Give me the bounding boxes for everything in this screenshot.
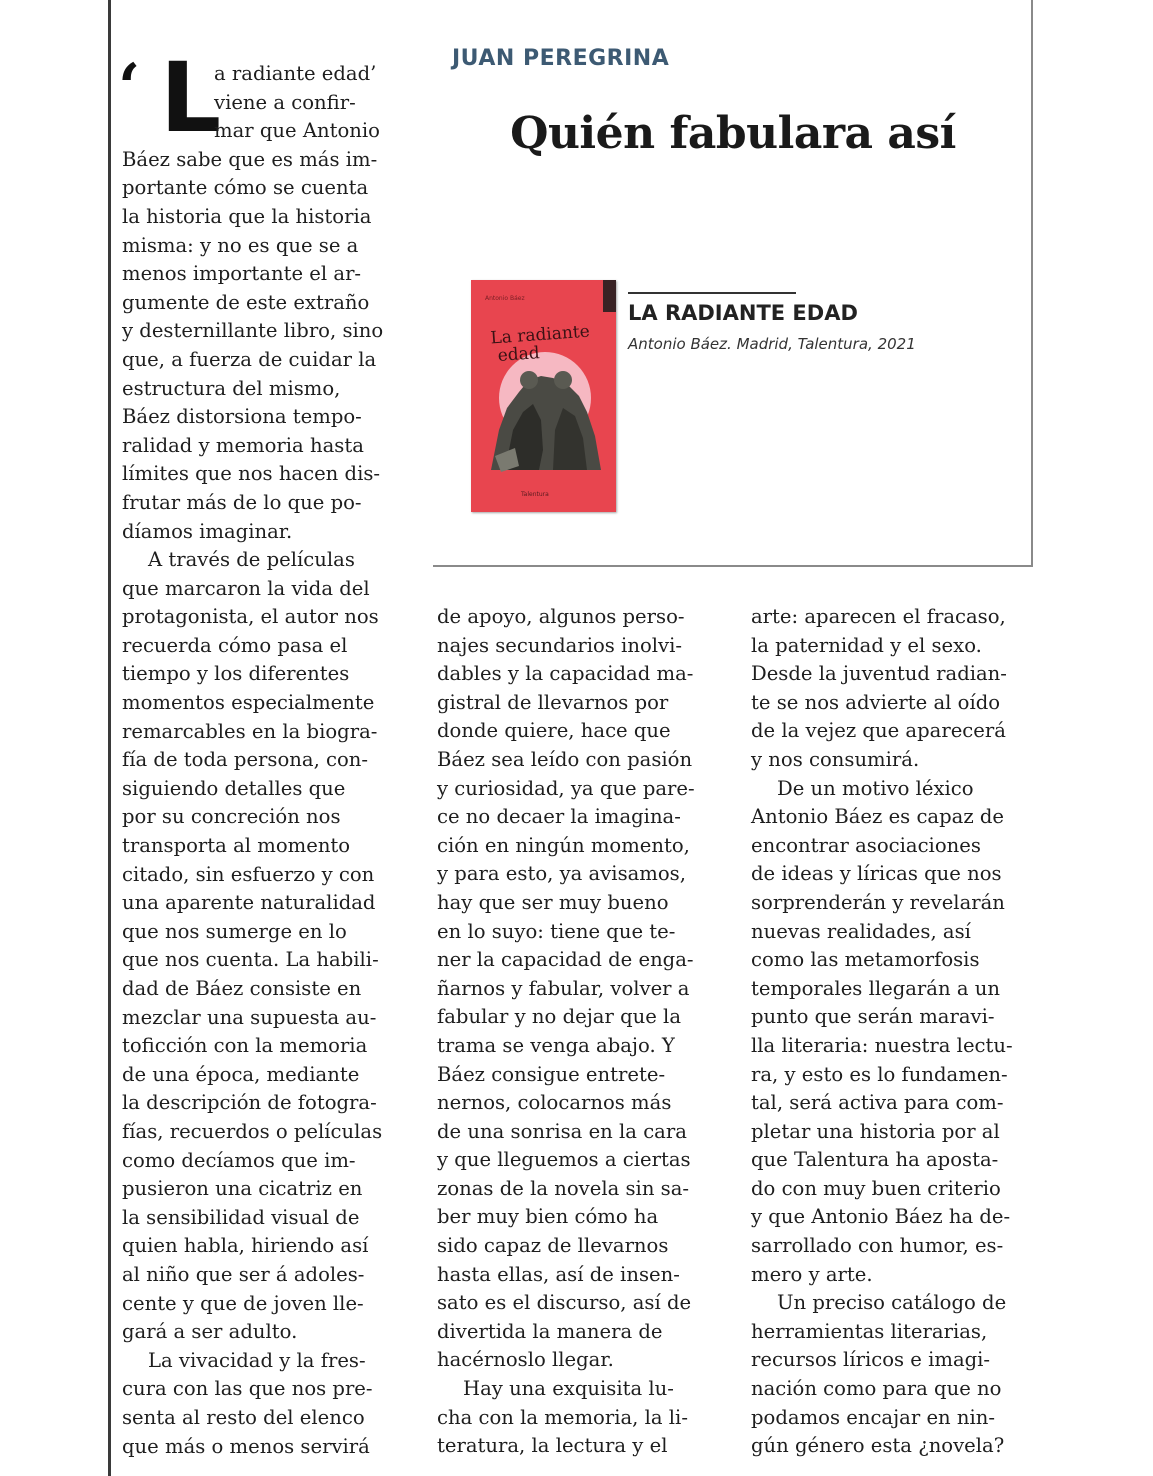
drop-cap: L	[160, 42, 222, 154]
text-line: y que Antonio Báez ha de-	[751, 1205, 1011, 1229]
text-line: encontrar asociaciones	[751, 833, 981, 857]
text-line: cha con la memoria, la li-	[437, 1405, 688, 1429]
text-line: de apoyo, algunos perso-	[437, 605, 685, 628]
text-line: la descripción de fotogra-	[122, 1091, 377, 1115]
cover-publisher: Talentura	[521, 491, 549, 498]
text-line: de la vejez que aparecerá	[751, 719, 1006, 743]
text-line: ñarnos y fabular, volver a	[437, 976, 690, 1000]
text-line: de una sonrisa en la cara	[437, 1119, 687, 1143]
text-line: tal, será activa para com-	[751, 1091, 1004, 1115]
text-line: menos importante el ar-	[122, 262, 362, 286]
article-column-2	[437, 603, 695, 1461]
text-line: estructura del mismo,	[122, 376, 341, 400]
cover-title	[490, 323, 592, 366]
cover-author: Antonio Báez	[485, 295, 525, 302]
text-line: sato es el discurso, así de	[437, 1291, 692, 1315]
text-line: najes secundarios inolvi-	[437, 633, 682, 657]
text-line: do con muy buen criterio	[751, 1176, 1001, 1200]
text-line: protagonista, el autor nos	[122, 605, 379, 629]
text-line: frutar más de lo que po-	[122, 490, 362, 514]
article-author: JUAN PEREGRINA	[452, 46, 670, 71]
text-line: ra, y esto es lo fundamen-	[751, 1062, 1008, 1086]
text-line: nernos, colocarnos más	[437, 1091, 672, 1115]
text-line: Báez sea leído con pasión	[437, 747, 693, 771]
book-cover-image	[471, 280, 616, 512]
text-line: como las metamorfosis	[751, 948, 980, 972]
text-line: Báez consigue entrete-	[437, 1062, 666, 1086]
text-line: ner la capacidad de enga-	[437, 948, 694, 972]
text-line: gistral de llevarnos por	[437, 690, 669, 714]
cover-illustration	[471, 280, 616, 512]
text-line: De un motivo léxico	[777, 776, 974, 800]
text-line: A través de películas	[148, 548, 355, 572]
text-line: al niño que ser á adoles-	[122, 1262, 365, 1286]
text-line: transporta al momento	[122, 834, 351, 858]
text-line: Desde la juventud radian-	[751, 662, 1007, 686]
text-line: Un preciso catálogo de	[777, 1291, 1007, 1315]
text-line: que nos cuenta. La habili-	[122, 948, 379, 972]
text-line: gará a ser adulto.	[122, 1320, 298, 1344]
text-line: y que lleguemos a ciertas	[437, 1148, 691, 1172]
text-line: como decíamos que im-	[122, 1148, 356, 1172]
text-line: sido capaz de llevarnos	[437, 1234, 669, 1258]
text-line: sorprenderán y revelarán	[751, 890, 1005, 914]
column-rule	[108, 0, 111, 1476]
text-line: ción en ningún momento,	[437, 833, 690, 857]
text-line: viene a confir-	[214, 90, 356, 114]
text-line: que Talentura ha aposta-	[751, 1148, 999, 1172]
cover-title-line: edad	[497, 343, 541, 367]
text-line: siguiendo detalles que	[122, 776, 346, 800]
text-line: Hay una exquisita lu-	[463, 1377, 674, 1401]
text-line: que más o menos servirá	[122, 1434, 370, 1458]
text-line: recursos líricos e imagi-	[751, 1348, 991, 1372]
text-line: gumente de este extraño	[122, 290, 370, 314]
article-column-3	[751, 603, 1013, 1461]
book-title: LA RADIANTE EDAD	[628, 301, 858, 325]
text-line: toficción con la memoria	[122, 1034, 368, 1058]
text-line: te se nos advierte al oído	[751, 690, 1001, 714]
text-line: recuerda cómo pasa el	[122, 633, 348, 657]
text-line: la paternidad y el sexo.	[751, 633, 982, 657]
text-line: remarcables en la biogra-	[122, 719, 378, 743]
text-line: podamos encajar en nin-	[751, 1405, 996, 1429]
cover-title-line: La radiante	[489, 321, 591, 349]
text-line: zonas de la novela sin sa-	[437, 1176, 690, 1200]
text-line: teratura, la lectura y el	[437, 1434, 668, 1458]
text-line: mero y arte.	[751, 1262, 873, 1286]
text-line: díamos imaginar.	[122, 519, 293, 543]
text-line: momentos especialmente	[122, 691, 375, 715]
text-line: que marcaron la vida del	[122, 576, 370, 600]
text-line: límites que nos hacen dis-	[122, 462, 381, 486]
text-line: trama se venga abajo. Y	[437, 1033, 675, 1057]
text-line: nuevas realidades, así	[751, 919, 971, 943]
book-title-rule	[628, 292, 796, 294]
text-line: Báez distorsiona tempo-	[122, 405, 362, 429]
text-line: hay que ser muy bueno	[437, 890, 669, 914]
text-line: ralidad y memoria hasta	[122, 433, 364, 457]
text-line: portante cómo se cuenta	[122, 176, 369, 200]
text-line: senta al resto del elenco	[122, 1405, 365, 1429]
text-line: de ideas y líricas que nos	[751, 862, 1002, 886]
text-line: nación como para que no	[751, 1377, 1002, 1401]
text-line: Báez sabe que es más im-	[122, 147, 378, 171]
text-line: que nos sumerge en lo	[122, 919, 347, 943]
article-headline: Quién fabulara así	[510, 108, 956, 159]
text-line: donde quiere, hace que	[437, 719, 671, 743]
text-line: divertida la manera de	[437, 1319, 663, 1343]
text-line: y curiosidad, ya que pare-	[437, 776, 695, 800]
text-line: fías, recuerdos o películas	[122, 1119, 383, 1143]
text-line: fabular y no dejar que la	[437, 1005, 682, 1029]
book-meta: Antonio Báez. Madrid, Talentura, 2021	[628, 335, 916, 353]
text-line: arte: aparecen el fracaso,	[751, 605, 1006, 628]
text-line: citado, sin esfuerzo y con	[122, 862, 375, 886]
text-line: la historia que la historia	[122, 204, 372, 228]
text-line: ce no decaer la imagina-	[437, 805, 681, 829]
text-line: que, a fuerza de cuidar la	[122, 347, 377, 371]
text-line: gún género esta ¿novela?	[751, 1434, 1005, 1458]
text-line: mezclar una supuesta au-	[122, 1005, 377, 1029]
text-line: hacérnoslo llegar.	[437, 1348, 614, 1372]
text-line: pusieron una cicatriz en	[122, 1177, 363, 1201]
text-line: mar que Antonio	[214, 119, 380, 143]
text-line: cura con las que nos pre-	[122, 1377, 373, 1401]
text-line: herramientas literarias,	[751, 1319, 988, 1343]
text-line: tiempo y los diferentes	[122, 662, 350, 686]
text-line: a radiante edad’	[214, 62, 377, 85]
text-line: La vivacidad y la fres-	[148, 1348, 366, 1372]
text-line: misma: y no es que se a	[122, 233, 359, 257]
text-line: hasta ellas, así de insen-	[437, 1262, 680, 1286]
text-line: una aparente naturalidad	[122, 891, 376, 915]
opening-quote-mark: ‘	[118, 50, 141, 125]
text-line: temporales llegarán a un	[751, 976, 1000, 1000]
text-line: y desternillante libro, sino	[122, 319, 384, 343]
text-line: y nos consumirá.	[751, 747, 920, 771]
text-line: quien habla, hiriendo así	[122, 1234, 369, 1258]
text-line: y para esto, ya avisamos,	[437, 862, 686, 886]
text-line: fía de toda persona, con-	[122, 748, 369, 772]
text-line: por su concreción nos	[122, 805, 341, 829]
text-line: pletar una historia por al	[751, 1119, 1000, 1143]
text-line: cente y que de joven lle-	[122, 1291, 364, 1315]
article-column-1	[122, 60, 383, 1461]
text-line: ber muy bien cómo ha	[437, 1205, 659, 1229]
text-line: de una época, mediante	[122, 1062, 360, 1086]
text-line: lla literaria: nuestra lectu-	[751, 1033, 1013, 1057]
text-line: Antonio Báez es capaz de	[751, 805, 1005, 829]
text-line: dables y la capacidad ma-	[437, 662, 694, 686]
text-line: sarrollado con humor, es-	[751, 1234, 1004, 1258]
text-line: en lo suyo: tiene que te-	[437, 919, 676, 943]
text-line: dad de Báez consiste en	[122, 977, 362, 1000]
text-line: la sensibilidad visual de	[122, 1205, 360, 1229]
text-line: punto que serán maravi-	[751, 1005, 995, 1029]
